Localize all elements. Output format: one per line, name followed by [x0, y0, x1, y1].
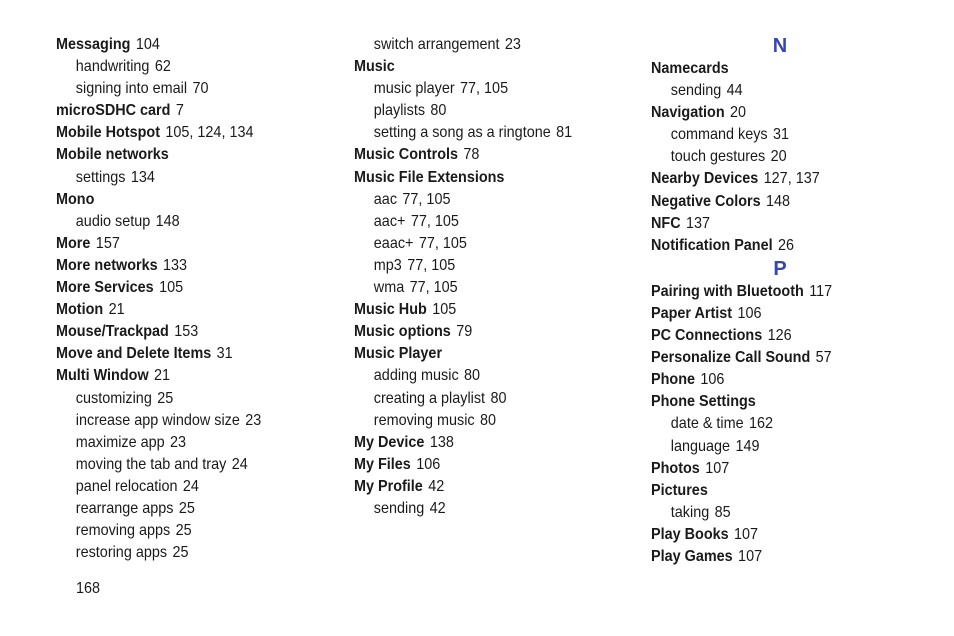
- index-entry-term: Multi Window: [56, 367, 149, 385]
- index-subentry: [651, 413, 912, 435]
- index-subentry-term: wma: [373, 279, 405, 297]
- index-subentry: [354, 78, 615, 100]
- page-reference[interactable]: 77, 105: [460, 80, 509, 98]
- page-reference[interactable]: 62: [154, 58, 171, 76]
- page-reference[interactable]: 23: [504, 36, 521, 53]
- index-entry: [56, 277, 317, 299]
- index-entry: [354, 144, 615, 166]
- index-entry: [56, 299, 317, 321]
- index-subentry-term: eaac+: [373, 234, 414, 252]
- index-entry-term: Mobile Hotspot: [56, 124, 160, 142]
- index-entry: [354, 167, 615, 189]
- index-entry: [651, 458, 912, 480]
- page-reference[interactable]: 106: [737, 304, 762, 322]
- page-reference[interactable]: 127, 137: [763, 170, 820, 188]
- index-entry: [651, 58, 912, 80]
- page-reference[interactable]: 21: [154, 367, 171, 385]
- index-entry: [56, 100, 317, 122]
- page-reference[interactable]: 105: [432, 301, 457, 319]
- page-reference[interactable]: 153: [174, 323, 199, 341]
- page-reference[interactable]: 31: [773, 126, 790, 144]
- index-entry-term: Music options: [354, 323, 451, 341]
- index-subentry-term: mp3: [373, 256, 402, 274]
- page-reference[interactable]: 21: [108, 301, 125, 319]
- page-reference[interactable]: 77, 105: [410, 212, 459, 230]
- page-reference[interactable]: 80: [464, 367, 481, 385]
- page-reference[interactable]: 107: [734, 525, 759, 543]
- page-reference[interactable]: 126: [767, 327, 792, 345]
- index-entry-term: Messaging: [56, 36, 131, 53]
- page-reference[interactable]: 25: [157, 389, 174, 407]
- index-subentry-term: restoring apps: [75, 544, 168, 562]
- page-reference[interactable]: 78: [463, 146, 480, 164]
- index-subentry: [651, 436, 912, 458]
- index-subentry: [651, 124, 912, 146]
- index-entry: [651, 168, 912, 190]
- page-reference[interactable]: 24: [182, 477, 199, 495]
- index-entry-term: Motion: [56, 301, 104, 319]
- index-subentry: [56, 498, 317, 520]
- index-entry-term: Play Books: [651, 525, 729, 543]
- index-entry: [651, 191, 912, 213]
- index-entry-term: Pictures: [651, 481, 708, 499]
- page-reference[interactable]: 7: [175, 102, 184, 120]
- index-entry-term: More Services: [56, 279, 154, 297]
- index-subentry: [354, 255, 615, 277]
- index-subentry: [354, 410, 615, 432]
- index-entry: [354, 454, 615, 476]
- index-entry: [56, 122, 317, 144]
- index-subentry: [56, 520, 317, 542]
- index-entry-term: Negative Colors: [651, 192, 761, 210]
- index-entry-term: Move and Delete Items: [56, 345, 212, 363]
- page-reference[interactable]: 107: [705, 459, 730, 477]
- index-subentry-term: sending: [670, 82, 722, 100]
- index-subentry-term: increase app window size: [75, 411, 240, 429]
- index-entry-term: More networks: [56, 256, 158, 274]
- index-entry-term: Photos: [651, 459, 700, 477]
- index-subentry: [354, 388, 615, 410]
- index-subentry: [56, 432, 317, 454]
- index-entry-term: More: [56, 234, 91, 252]
- page-reference[interactable]: 81: [556, 124, 573, 142]
- index-subentry: [56, 56, 317, 78]
- index-entry-term: Nearby Devices: [651, 170, 759, 188]
- index-subentry: [354, 34, 615, 56]
- page-reference[interactable]: 149: [735, 437, 760, 455]
- index-subentry: [56, 78, 317, 100]
- page-reference[interactable]: 77, 105: [407, 256, 456, 274]
- index-entry-term: microSDHC card: [56, 102, 171, 120]
- index-subentry-term: signing into email: [75, 80, 188, 98]
- index-entry: [651, 213, 912, 235]
- index-entry-term: Music File Extensions: [354, 168, 505, 186]
- index-entry: [651, 546, 912, 568]
- index-letter-heading: N: [772, 35, 788, 57]
- page-reference[interactable]: 23: [170, 433, 187, 451]
- index-subentry-term: date & time: [670, 415, 744, 433]
- index-entry-term: Mono: [56, 190, 95, 208]
- index-column-2: [354, 34, 644, 520]
- page-reference[interactable]: 57: [815, 349, 832, 367]
- index-subentry: [56, 388, 317, 410]
- page-reference[interactable]: 77, 105: [409, 279, 458, 297]
- page-reference[interactable]: 79: [456, 323, 473, 341]
- index-entry: [651, 235, 912, 257]
- index-subentry: [651, 502, 912, 524]
- index-subentry: [354, 100, 615, 122]
- index-subentry: [56, 454, 317, 476]
- page-reference[interactable]: 105, 124, 134: [165, 124, 254, 142]
- page-reference[interactable]: 107: [738, 547, 763, 565]
- page-reference[interactable]: 157: [95, 234, 120, 252]
- index-subentry-term: settings: [75, 168, 126, 186]
- page-reference[interactable]: 70: [192, 80, 209, 98]
- index-subentry-term: command keys: [670, 126, 768, 144]
- index-entry-term: Navigation: [651, 104, 725, 122]
- page-reference[interactable]: 104: [135, 36, 160, 53]
- page-reference[interactable]: 138: [429, 433, 454, 451]
- index-subentry: [354, 233, 615, 255]
- page-reference[interactable]: 105: [159, 279, 184, 297]
- index-entry-term: Personalize Call Sound: [651, 349, 811, 367]
- index-subentry: [354, 211, 615, 233]
- page-reference[interactable]: 80: [430, 102, 447, 120]
- index-subentry: [651, 80, 912, 102]
- index-subentry: [56, 476, 317, 498]
- index-subentry-term: switch arrangement: [373, 36, 500, 53]
- index-entry: [56, 321, 317, 343]
- index-entry-term: Music: [354, 58, 395, 76]
- index-entry: [56, 343, 317, 365]
- page-reference[interactable]: 44: [726, 82, 743, 100]
- index-entry-term: Phone Settings: [651, 393, 756, 411]
- page-reference[interactable]: 20: [770, 148, 787, 166]
- index-entry-term: Paper Artist: [651, 304, 733, 322]
- index-subentry-term: creating a playlist: [373, 389, 486, 407]
- page-reference[interactable]: 42: [429, 499, 446, 517]
- index-subentry-term: removing music: [373, 411, 475, 429]
- index-subentry-term: adding music: [373, 367, 459, 385]
- index-subentry: [56, 542, 317, 564]
- index-column-1: [56, 34, 346, 564]
- index-column-3: [651, 34, 941, 568]
- index-entry-term: Mouse/Trackpad: [56, 323, 169, 341]
- index-subentry-term: language: [670, 437, 731, 455]
- index-subentry: [354, 498, 615, 520]
- index-subentry: [56, 410, 317, 432]
- index-entry: [354, 432, 615, 454]
- page-reference[interactable]: 80: [490, 389, 507, 407]
- index-entry-term: Mobile networks: [56, 146, 169, 164]
- page-reference[interactable]: 20: [730, 104, 747, 122]
- index-entry: [651, 303, 912, 325]
- index-subentry-term: touch gestures: [670, 148, 766, 166]
- page-reference[interactable]: 117: [809, 282, 833, 300]
- index-entry-term: Music Player: [354, 345, 443, 363]
- index-entry-term: My Profile: [354, 477, 423, 495]
- index-subentry-term: audio setup: [75, 212, 151, 230]
- index-entry-term: My Files: [354, 455, 411, 473]
- page-reference[interactable]: 162: [749, 415, 774, 433]
- page-reference[interactable]: 106: [700, 371, 725, 389]
- index-subentry: [354, 122, 615, 144]
- index-entry: [651, 524, 912, 546]
- index-entry: [354, 476, 615, 498]
- index-entry: [354, 321, 615, 343]
- page-reference[interactable]: 134: [130, 168, 155, 186]
- index-subentry: [651, 146, 912, 168]
- index-entry: [354, 56, 615, 78]
- index-entry-term: Namecards: [651, 60, 729, 77]
- index-subentry-term: rearrange apps: [75, 499, 174, 517]
- index-entry: [56, 255, 317, 277]
- index-entry: [354, 299, 615, 321]
- page-reference[interactable]: 148: [766, 192, 791, 210]
- index-entry-term: NFC: [651, 214, 681, 232]
- index-entry-term: PC Connections: [651, 327, 763, 345]
- index-entry: [56, 189, 317, 211]
- page-reference[interactable]: 25: [175, 522, 192, 540]
- page-reference[interactable]: 24: [231, 455, 248, 473]
- index-subentry-term: moving the tab and tray: [75, 455, 227, 473]
- index-subentry: [354, 277, 615, 299]
- index-subentry-term: removing apps: [75, 522, 171, 540]
- index-subentry-term: maximize app: [75, 433, 165, 451]
- page-reference[interactable]: 23: [245, 411, 262, 429]
- index-entry: [651, 480, 912, 502]
- index-subentry-term: handwriting: [75, 58, 150, 76]
- index-entry: [651, 102, 912, 124]
- index-entry: [651, 325, 912, 347]
- page-number: 168: [76, 580, 101, 597]
- index-entry-term: Pairing with Bluetooth: [651, 282, 804, 300]
- index-subentry: [56, 211, 317, 233]
- index-subentry-term: playlists: [373, 102, 426, 120]
- index-subentry: [354, 365, 615, 387]
- index-entry-term: Notification Panel: [651, 236, 773, 254]
- index-entry-term: Music Controls: [354, 146, 459, 164]
- index-subentry-term: aac: [373, 190, 398, 208]
- index-entry-term: Phone: [651, 371, 696, 389]
- index-subentry-term: music player: [373, 80, 455, 98]
- index-entry-term: Play Games: [651, 547, 733, 565]
- index-subentry-term: setting a song as a ringtone: [373, 124, 551, 142]
- page-reference[interactable]: 133: [163, 256, 188, 274]
- index-entry: [56, 365, 317, 387]
- index-subentry-term: panel relocation: [75, 477, 178, 495]
- index-entry: [56, 233, 317, 255]
- index-subentry-term: customizing: [75, 389, 152, 407]
- page-reference[interactable]: 77, 105: [418, 234, 467, 252]
- page-reference[interactable]: 148: [155, 212, 180, 230]
- index-entry-term: My Device: [354, 433, 425, 451]
- index-entry: [56, 34, 317, 56]
- page-reference[interactable]: 85: [714, 503, 731, 521]
- index-subentry-term: aac+: [373, 212, 406, 230]
- index-subentry: [56, 167, 317, 189]
- page-reference[interactable]: 25: [178, 499, 195, 517]
- index-entry: [651, 347, 912, 369]
- index-subentry-term: taking: [670, 503, 710, 521]
- page-reference[interactable]: 42: [428, 477, 445, 495]
- page-reference[interactable]: 31: [216, 345, 233, 363]
- index-entry: [651, 281, 912, 303]
- page-reference[interactable]: 25: [172, 544, 189, 562]
- page-reference[interactable]: 106: [416, 455, 441, 473]
- index-entry: [651, 391, 912, 413]
- index-subentry-term: sending: [373, 499, 425, 517]
- page-reference[interactable]: 80: [480, 411, 497, 429]
- page-reference[interactable]: 137: [686, 214, 711, 232]
- index-entry-term: Music Hub: [354, 301, 427, 319]
- index-entry: [354, 343, 615, 365]
- index-subentry: [354, 189, 615, 211]
- index-entry: [56, 144, 317, 166]
- index-letter-heading: P: [773, 257, 787, 280]
- page-reference[interactable]: 77, 105: [402, 190, 451, 208]
- index-entry: [651, 369, 912, 391]
- page-reference[interactable]: 26: [778, 236, 795, 254]
